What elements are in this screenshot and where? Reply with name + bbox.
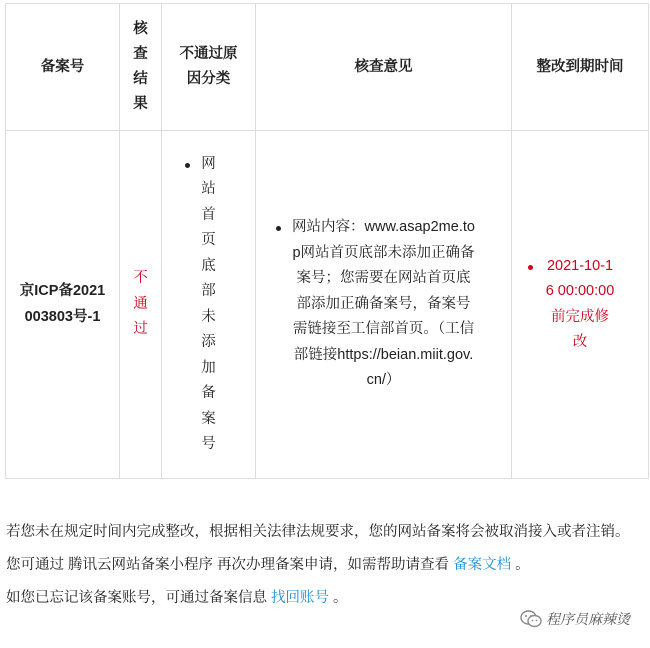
bullet-icon bbox=[528, 265, 533, 270]
cell-deadline: 2021-10-16 00:00:00前完成修改 bbox=[512, 131, 649, 479]
cell-result: 不通过 bbox=[120, 131, 162, 479]
header-reason: 不通过原因分类 bbox=[162, 4, 256, 131]
table-header-row bbox=[6, 4, 649, 131]
notes-reapply: 您可通过 腾讯云网站备案小程序 再次办理备案申请，如需帮助请查看 备案文档 。 bbox=[6, 557, 530, 573]
header-record-no: 备案号 bbox=[6, 4, 120, 131]
table-row bbox=[6, 131, 649, 479]
bullet-icon bbox=[276, 226, 281, 231]
audit-result-table bbox=[5, 3, 649, 479]
cell-reason: 网站首页底部未添加备案号 bbox=[162, 131, 256, 479]
notes-section bbox=[6, 520, 646, 619]
cell-record-no: 京ICP备2021003803号-1 bbox=[6, 131, 120, 479]
cell-opinion: 网站内容：www.asap2me.top网站首页底部未添加正确备案号；您需要在网站首页底部添加正确备案号，备案号需链接至工信部首页。（工信部链接https://beian.miit.gov.cn/） bbox=[256, 131, 512, 479]
header-opinion: 核查意见 bbox=[256, 4, 512, 131]
record-doc-link[interactable]: 备案文档 bbox=[453, 557, 512, 573]
recover-account-link[interactable]: 找回账号 bbox=[271, 590, 330, 606]
notes-warning: 若您未在规定时间内完成整改，根据相关法律法规要求，您的网站备案将会被取消接入或者注销。 bbox=[6, 524, 630, 540]
header-deadline: 整改到期时间 bbox=[512, 4, 649, 131]
wechat-icon bbox=[520, 610, 542, 628]
watermark: 程序员麻辣烫 bbox=[520, 609, 630, 629]
bullet-icon bbox=[185, 163, 190, 168]
notes-recover: 如您已忘记该备案账号，可通过备案信息 找回账号 。 bbox=[6, 590, 348, 606]
header-result: 核查结果 bbox=[120, 4, 162, 131]
